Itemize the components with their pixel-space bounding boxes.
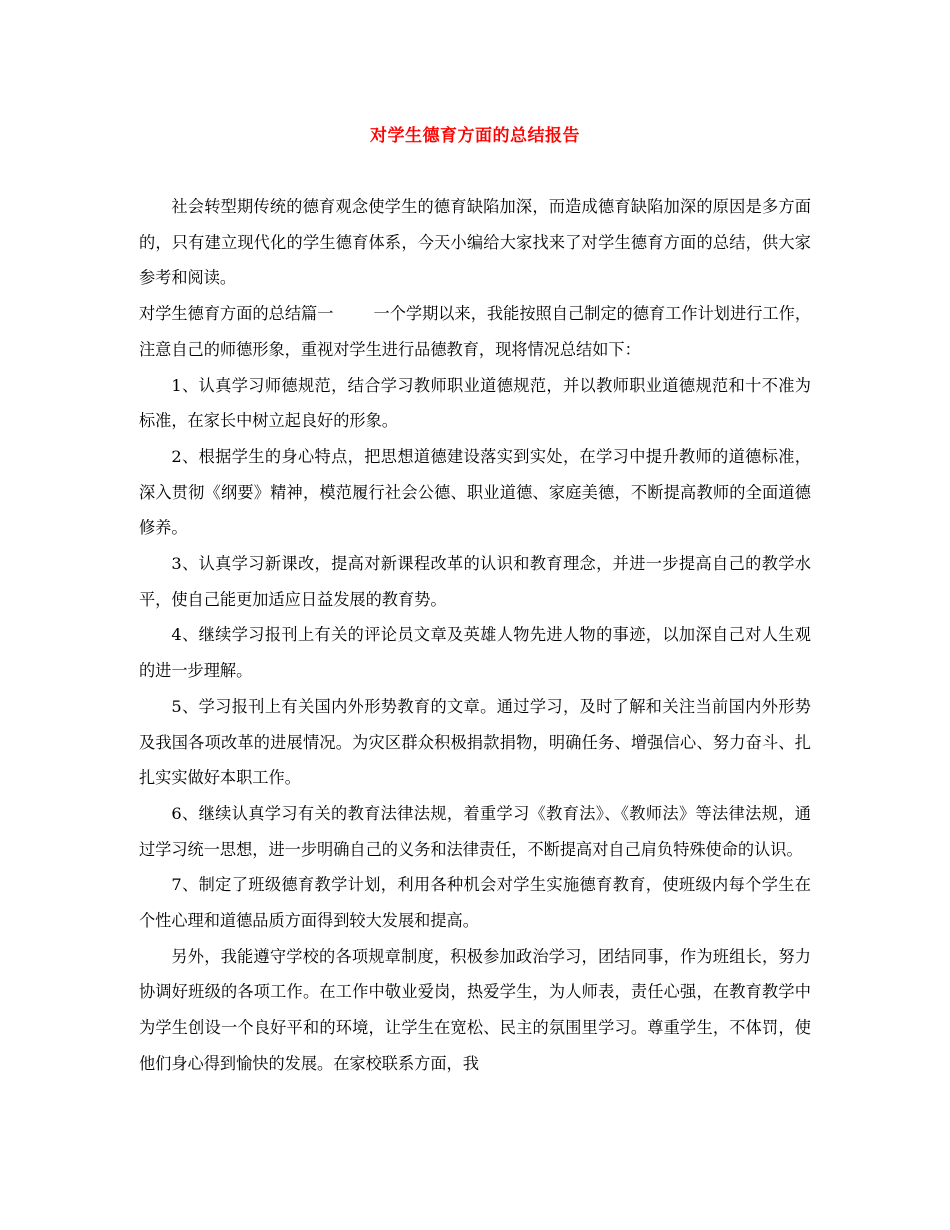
intro-paragraph: 社会转型期传统的德育观念使学生的德育缺陷加深，而造成德育缺陷加深的原因是多方面的，只有建立现代化的学生德育体系，今天小编给大家找来了对学生德育方面的总结，供大家参考和阅读。 <box>139 197 811 288</box>
list-item-1: 1、认真学习师德规范，结合学习教师职业道德规范，并以教师职业道德规范和十不准为标准，在家长中树立起良好的形象。 <box>139 375 811 431</box>
document-title: 对学生德育方面的总结报告 <box>370 126 580 146</box>
closing-paragraph: 另外，我能遵守学校的各项规章制度，积极参加政治学习，团结同事，作为班组长，努力协调好班级的各项工作。在工作中敬业爱岗，热爱学生，为人师表，责任心强，在教育教学中为学生创设一个良好平和的环境，让学生在宽松、民主的氛围里学习。尊重学生，不体罚，使他们身心得到愉快的发展。在家校联系方面，我 <box>139 946 811 1073</box>
list-item-5: 5、学习报刊上有关国内外形势教育的文章。通过学习，及时了解和关注当前国内外形势及我国各项改革的进展情况。为灾区群众积极捐款捐物，明确任务、增强信心、努力奋斗、扎扎实实做好本职工作。 <box>139 696 811 788</box>
section-lead: 一个学期以来，我能按照自己制定的德育工作计划进行工作，注意自己的师德形象，重视对学生进行品德教育，现将情况总结如下： <box>139 304 812 359</box>
document-body <box>139 189 811 1082</box>
list-item-6: 6、继续认真学习有关的教育法律法规，着重学习《教育法》、《教师法》等法律法规，通过学习统一思想，进一步明确自己的义务和法律责任，不断提高对自己肩负特殊使命的认识。 <box>139 803 811 859</box>
list-item-3: 3、认真学习新课改，提高对新课程改革的认识和教育理念，并进一步提高自己的教学水平，使自己能更加适应日益发展的教育势。 <box>139 554 811 609</box>
list-item-2: 2、根据学生的身心特点，把思想道德建设落实到实处，在学习中提升教师的道德标准，深入贯彻《纲要》精神，模范履行社会公德、职业道德、家庭美德，不断提高教师的全面道德修养。 <box>139 446 811 538</box>
list-item-4: 4、继续学习报刊上有关的评论员文章及英雄人物先进人物的事迹，以加深自己对人生观的进一步理解。 <box>139 625 811 681</box>
section-paragraph <box>139 296 811 367</box>
section-heading: 对学生德育方面的总结篇一 <box>139 304 334 324</box>
list-item-7: 7、制定了班级德育教学计划，利用各种机会对学生实施德育教育，使班级内每个学生在个性心理和道德品质方面得到较大发展和提高。 <box>139 875 811 931</box>
